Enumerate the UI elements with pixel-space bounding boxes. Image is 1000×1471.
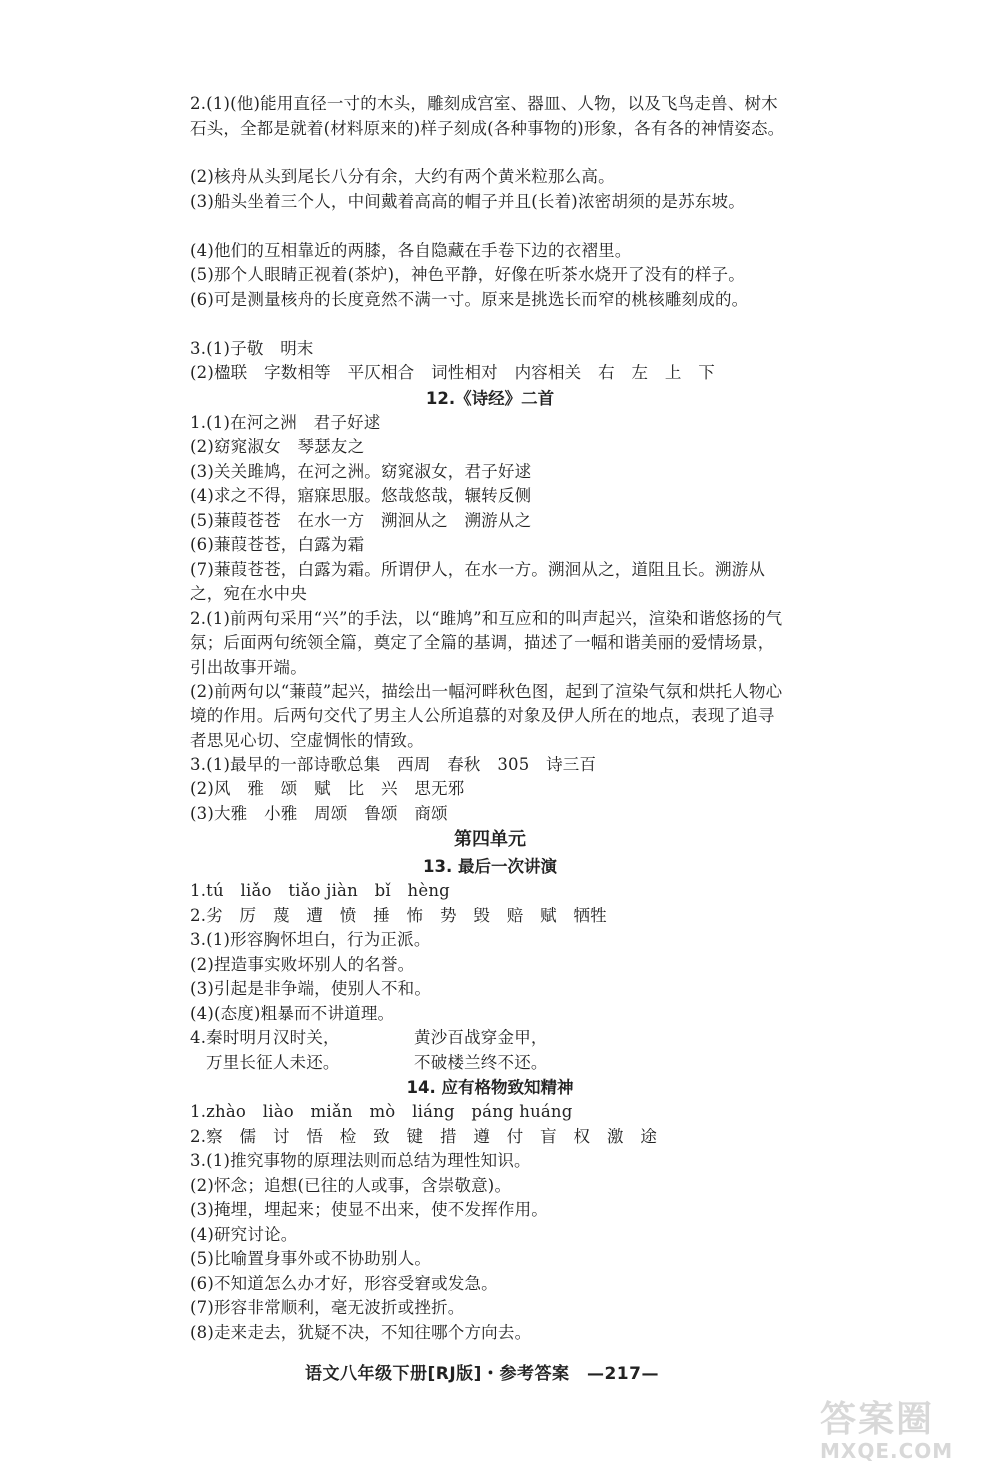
watermark-logo-text: 答案圈 <box>820 1399 935 1440</box>
answer-line: (6)可是测量核舟的长度竟然不满一寸。原来是挑选长而窄的桃核雕刻成的。 <box>190 289 749 309</box>
answer-line: 1.tú liǎo tiǎo jiàn bǐ hèng <box>190 881 450 900</box>
answer-line: (2)窈窕淑女 琴瑟友之 <box>190 437 365 456</box>
poem-row <box>190 1026 790 1051</box>
section-heading-13: 13. 最后一次讲演 <box>423 857 557 876</box>
answer-line: (7)形容非常顺利，毫无波折或挫折。 <box>190 1298 465 1317</box>
answer-line: (3)引起是非争端，使别人不和。 <box>190 979 432 998</box>
answer-line: (4)他们的互相靠近的两膝，各自隐藏在手卷下边的衣褶里。 <box>190 240 632 260</box>
answer-line: (6)不知道怎么办才好，形容受窘或发急。 <box>190 1273 498 1293</box>
answer-line: (2)怀念；追想(已往的人或事，含崇敬意)。 <box>190 1175 512 1195</box>
answer-line: (5)那个人眼睛正视着(茶炉)，神色平静，好像在听茶水烧开了没有的样子。 <box>190 265 745 284</box>
answer-line: (7)蒹葭苍苍，白露为霜。所谓伊人，在水一方。溯洄从之，道阻且长。溯游从之，宛在水中央 <box>190 559 766 603</box>
poem-row <box>190 1051 790 1076</box>
answer-line: 1.zhào liào miǎn mò liáng páng huáng <box>190 1102 573 1121</box>
section-heading-12: 12.《诗经》二首 <box>425 388 555 408</box>
section-heading-14: 14. 应有格物致知精神 <box>406 1078 574 1097</box>
site-watermark <box>820 1400 995 1466</box>
answer-line: (3)掩埋，埋起来；使显不出来，使不发挥作用。 <box>190 1200 548 1219</box>
page-footer: 语文八年级下册[RJ版]・参考答案 —217— <box>305 1364 659 1384</box>
answer-line: (3)大雅 小雅 周颂 鲁颂 商颂 <box>190 803 448 823</box>
answer-line: 3.(1)形容胸怀坦白，行为正派。 <box>190 930 431 949</box>
answer-line: (4)研究讨论。 <box>190 1224 298 1244</box>
answer-line: 2.劣 厉 蔑 遭 愤 捶 怖 势 毁 赔 赋 牺牲 <box>190 905 607 925</box>
poem-left-1: 4.秦时明月汉时关， <box>190 1028 340 1047</box>
answer-line: (3)关关雎鸠，在河之洲。窈窕淑女，君子好逑 <box>190 461 532 481</box>
poem-right-2: 不破楼兰终不还。 <box>414 1052 548 1072</box>
answer-line: (2)风 雅 颂 赋 比 兴 思无邪 <box>190 779 465 798</box>
answer-line: (5)比喻置身事外或不协助别人。 <box>190 1249 432 1268</box>
answer-line: (6)蒹葭苍苍，白露为霜 <box>190 535 365 554</box>
answer-line: (2)前两句以“蒹葭”起兴，描绘出一幅河畔秋色图，起到了渲染气氛和烘托人物心境的作用。后两句交代了男主人公所追慕的对象及伊人所在的地点，表现了追寻者思见心切、空虚惆怅的情致。 <box>190 681 783 750</box>
poem-left-2: 万里长征人未还。 <box>206 1052 340 1072</box>
answer-line: (3)船头坐着三个人，中间戴着高高的帽子并且(长着)浓密胡须的是苏东坡。 <box>190 191 745 211</box>
answer-line: 3.(1)子敬 明末 <box>190 338 314 358</box>
answer-content <box>190 92 790 1345</box>
answer-line: 3.(1)推究事物的原理法则而总结为理性知识。 <box>190 1151 531 1170</box>
answer-line: (8)走来走去，犹疑不决，不知往哪个方向去。 <box>190 1322 532 1342</box>
answer-line: 1.(1)在河之洲 君子好逑 <box>190 412 381 432</box>
answer-line: 3.(1)最早的一部诗歌总集 西周 春秋 305 诗三百 <box>190 754 597 774</box>
answer-line: (2)捏造事实败坏别人的名誉。 <box>190 954 415 974</box>
answer-line: (4)求之不得，寤寐思服。悠哉悠哉，辗转反侧 <box>190 486 532 505</box>
poem-right-1: 黄沙百战穿金甲， <box>414 1028 548 1047</box>
answer-line: (4)(态度)粗暴而不讲道理。 <box>190 1003 395 1023</box>
answer-line: (5)蒹葭苍苍 在水一方 溯洄从之 溯游从之 <box>190 510 532 530</box>
answer-line: (2)楹联 字数相等 平仄相合 词性相对 内容相关 右 左 上 下 <box>190 363 715 382</box>
answer-line: 2.(1)(他)能用直径一寸的木头，雕刻成宫室、器皿、人物，以及飞鸟走兽、树木石头，全都是就着(材料原来的)样子刻成(各种事物的)形象，各有各的神情姿态。 <box>190 94 785 138</box>
answer-line: (2)核舟从头到尾长八分有余，大约有两个黄米粒那么高。 <box>190 167 615 186</box>
answer-line: 2.(1)前两句采用“兴”的手法，以“雎鸠”和互应和的叫声起兴，渲染和谐悠扬的气氛；后面两句统领全篇，奠定了全篇的基调，描述了一幅和谐美丽的爱情场景，引出故事开端。 <box>190 608 783 677</box>
watermark-url: MXQE.COM <box>820 1439 954 1463</box>
unit-title: 第四单元 <box>454 829 526 850</box>
answer-line: 2.察 儒 讨 悟 检 致 键 措 遵 付 盲 权 激 途 <box>190 1126 658 1146</box>
